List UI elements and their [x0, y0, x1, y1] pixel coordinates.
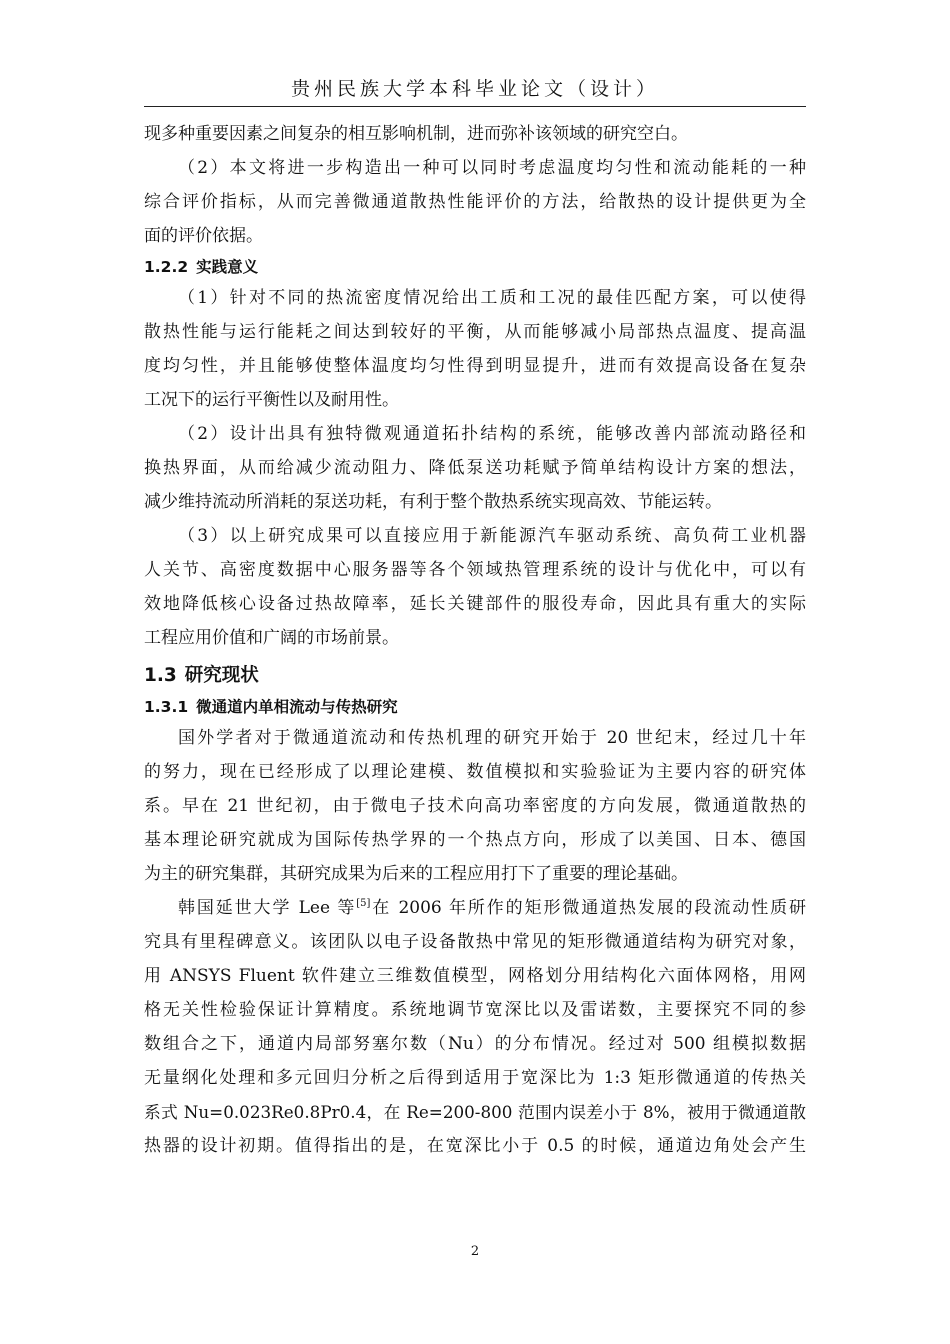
heading-number: 1.2.2: [144, 258, 189, 276]
paragraph: [144, 281, 806, 417]
text-line: 用 ANSYS Fluent 软件建立三维数值模型，网格划分用结构化六面体网格，用网: [144, 966, 806, 986]
paragraph: [144, 151, 806, 253]
text-fragment: 韩国延世大学 Lee 等: [178, 898, 357, 918]
text-line: 数组合之下，通道内局部努塞尔数（Nu）的分布情况。经过对 500 组模拟数据: [144, 1034, 806, 1054]
paragraph: [144, 519, 806, 655]
text-line: 无量纲化处理和多元回归分析之后得到适用于宽深比为 1:3 矩形微通道的传热关: [144, 1068, 806, 1088]
text-line: 系式 Nu=0.023Re0.8Pr0.4，在 Re=200-800 范围内误差小于 8%，被用于微通道散: [144, 1102, 806, 1122]
text-line: （1）针对不同的热流密度情况给出工质和工况的最佳匹配方案，可以使得: [178, 288, 806, 308]
text-line: 为主的研究集群，其研究成果为后来的工程应用打下了重要的理论基础。: [144, 864, 688, 884]
running-header: 贵州民族大学本科毕业论文（设计）: [290, 78, 659, 100]
text-line: 度均匀性，并且能够使整体温度均匀性得到明显提升，进而有效提高设备在复杂: [144, 356, 806, 376]
section-heading-1-2-2: [144, 253, 806, 281]
paragraph: [144, 117, 806, 151]
text-line: 格无关性检验保证计算精度。系统地调节宽深比以及雷诺数，主要探究不同的参: [144, 1000, 806, 1020]
text-line: 究具有里程碑意义。该团队以电子设备散热中常见的矩形微通道结构为研究对象，: [144, 932, 806, 952]
header-divider: [144, 106, 806, 107]
text-line: 系。早在 21 世纪初，由于微电子技术向高功率密度的方向发展，微通道散热的: [144, 796, 806, 816]
heading-number: 1.3: [144, 665, 177, 686]
citation-ref: [5]: [356, 898, 371, 909]
text-line: 效地降低核心设备过热故障率，延长关键部件的服役寿命，因此具有重大的实际: [144, 594, 806, 614]
text-line: （3）以上研究成果可以直接应用于新能源汽车驱动系统、高负荷工业机器: [178, 526, 806, 546]
heading-number: 1.3.1: [144, 698, 189, 716]
text-line: 工况下的运行平衡性以及耐用性。: [144, 390, 399, 410]
section-heading-1-3-1: [144, 693, 806, 721]
paragraph: [144, 891, 806, 1163]
text-line: （2）本文将进一步构造出一种可以同时考虑温度均匀性和流动能耗的一种: [178, 158, 806, 178]
text-line: 面的评价依据。: [144, 226, 263, 246]
text-line: （2）设计出具有独特微观通道拓扑结构的系统，能够改善内部流动路径和: [178, 424, 806, 444]
text-line: 人关节、高密度数据中心服务器等各个领域热管理系统的设计与优化中，可以有: [144, 560, 806, 580]
text-line: 热器的设计初期。值得指出的是，在宽深比小于 0.5 的时候，通道边角处会产生: [144, 1136, 806, 1156]
paragraph: [144, 417, 806, 519]
text-line: 基本理论研究就成为国际传热学界的一个热点方向，形成了以美国、日本、德国: [144, 830, 806, 850]
page-number: 2: [470, 1244, 480, 1259]
text-line: 国外学者对于微通道流动和传热机理的研究开始于 20 世纪末，经过几十年: [178, 728, 806, 748]
heading-title: 研究现状: [184, 665, 259, 686]
text-fragment: 在 2006 年所作的矩形微通道热发展的段流动性质研: [370, 898, 806, 918]
text-line: 散热性能与运行能耗之间达到较好的平衡，从而能够减小局部热点温度、提高温: [144, 322, 806, 342]
page-body: [144, 117, 806, 1163]
text-line: 现多种重要因素之间复杂的相互影响机制，进而弥补该领域的研究空白。: [144, 124, 688, 144]
text-line: 工程应用价值和广阔的市场前景。: [144, 628, 399, 648]
text-line: [144, 891, 806, 925]
text-line: 换热界面，从而给减少流动阻力、降低泵送功耗赋予简单结构设计方案的想法，: [144, 458, 806, 478]
text-line: 减少维持流动所消耗的泵送功耗，有利于整个散热系统实现高效、节能运转。: [144, 492, 722, 512]
section-heading-1-3: [144, 659, 806, 693]
text-line: 的努力，现在已经形成了以理论建模、数值模拟和实验验证为主要内容的研究体: [144, 762, 806, 782]
paragraph: [144, 721, 806, 891]
text-line: 综合评价指标，从而完善微通道散热性能评价的方法，给散热的设计提供更为全: [144, 192, 806, 212]
heading-title: 微通道内单相流动与传热研究: [196, 698, 398, 716]
heading-title: 实践意义: [196, 258, 259, 276]
